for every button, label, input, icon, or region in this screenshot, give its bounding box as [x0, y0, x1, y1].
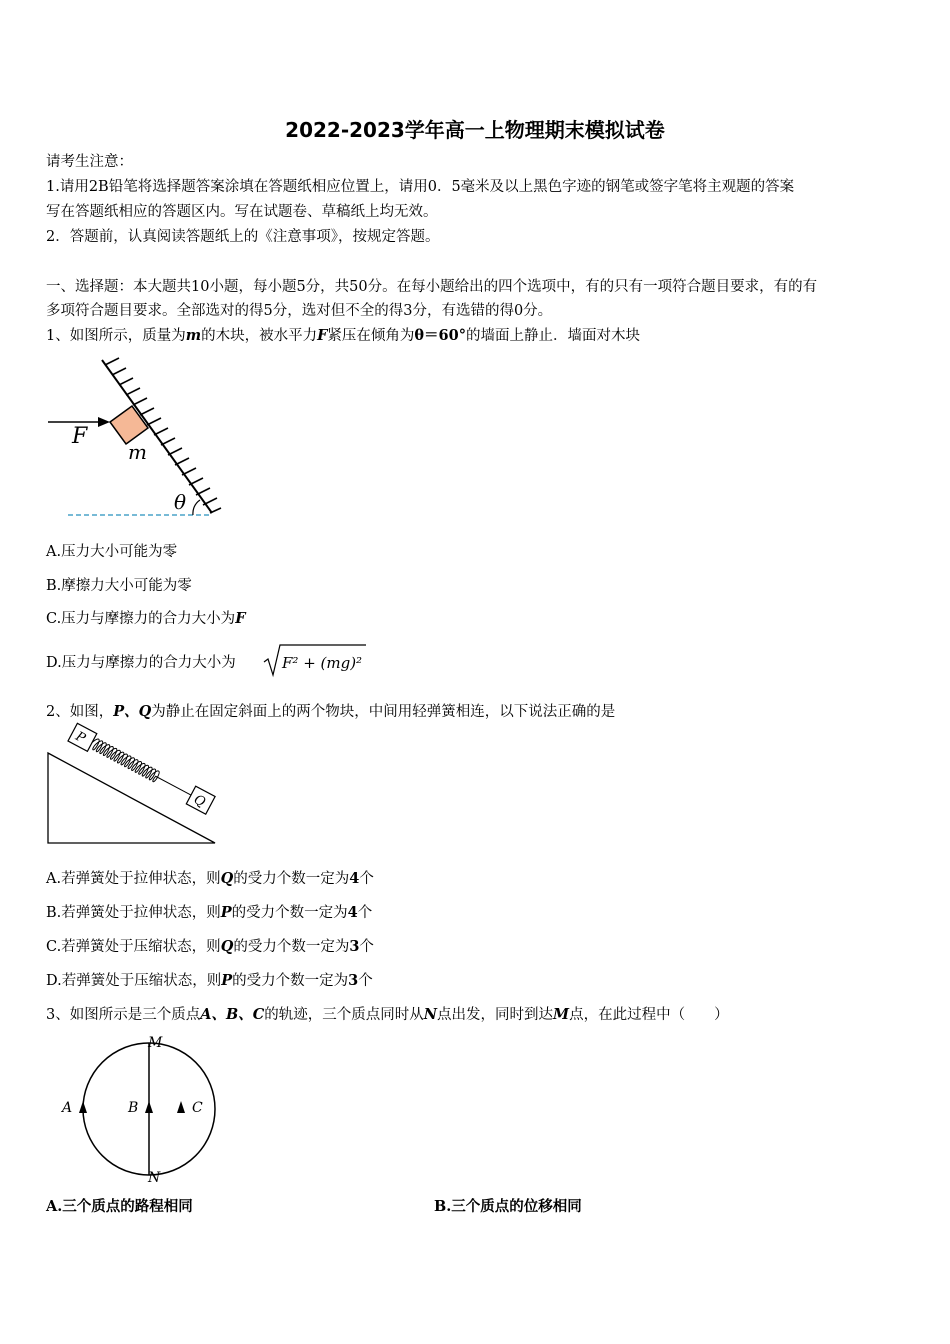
notice-heading: 请考生注意：	[46, 154, 133, 170]
q1-stem: 1、如图所示，质量为m的木块，被水平力F紧压在倾角为θ＝60°的墙面上静止．墙面对木块	[46, 327, 640, 344]
q1-option-b[interactable]: B.摩擦力大小可能为零	[46, 578, 192, 594]
section-header-line1: 一、选择题：本大题共10小题，每小题5分，共50分。在每小题给出的四个选项中，有的只有一项符合题目要求，有的有	[46, 279, 818, 295]
q1-option-d[interactable]: D.压力与摩擦力的合力大小为	[46, 655, 236, 671]
q2-stem: 2、如图，P、Q为静止在固定斜面上的两个物块，中间用轻弹簧相连，以下说法正确的是	[46, 703, 616, 720]
q3-stem: 3、如图所示是三个质点A、B、C的轨迹，三个质点同时从N点出发，同时到达M点，在此过程中（ ）	[46, 1006, 729, 1023]
section-header-line2: 多项符合题目要求。全部选对的得5分，选对但不全的得3分，有选错的得0分。	[46, 303, 553, 319]
q3-figure-circle-paths	[44, 1035, 224, 1185]
q2-option-b[interactable]: B.若弹簧处于拉伸状态，则P的受力个数一定为4个	[46, 904, 373, 921]
q2-option-a[interactable]: A.若弹簧处于拉伸状态，则Q的受力个数一定为4个	[46, 870, 374, 887]
q1-option-c[interactable]: C.压力与摩擦力的合力大小为F	[46, 610, 246, 627]
mass-label: m	[128, 440, 147, 464]
label-c: C	[192, 1100, 203, 1116]
q2-figure-incline-spring	[44, 729, 234, 850]
label-b: B	[128, 1100, 139, 1116]
svg-text:P: P	[72, 729, 88, 747]
q2-option-d[interactable]: D.若弹簧处于压缩状态，则P的受力个数一定为3个	[46, 972, 373, 989]
force-arrow-head	[98, 417, 110, 427]
spring	[89, 737, 194, 800]
notice-item-2: 2．答题前，认真阅读答题纸上的《注意事项》，按规定答题。	[46, 229, 440, 245]
q1-option-d-formula	[262, 642, 372, 678]
label-n: N	[148, 1170, 161, 1186]
svg-text:F² + (mg)²: F² + (mg)²	[282, 654, 363, 672]
svg-text:Q: Q	[191, 792, 208, 811]
q2-option-c[interactable]: C.若弹簧处于压缩状态，则Q的受力个数一定为3个	[46, 938, 374, 955]
arrow-c	[177, 1101, 185, 1113]
q3-option-a[interactable]: A.三个质点的路程相同	[46, 1198, 193, 1215]
q1-block	[110, 406, 148, 444]
page-title: 2022-2023学年高一上物理期末模拟试卷	[285, 118, 665, 142]
label-a: A	[62, 1100, 73, 1116]
q1-figure-incline-wall	[40, 355, 240, 525]
arrow-a	[79, 1101, 87, 1113]
q1-option-a[interactable]: A.压力大小可能为零	[46, 544, 178, 560]
notice-item-1a: 1.请用2B铅笔将选择题答案涂填在答题纸相应位置上，请用0．5毫米及以上黑色字迹的钢笔或签字笔将主观题的答案	[46, 179, 795, 195]
force-label: F	[72, 424, 88, 449]
label-m: M	[148, 1035, 163, 1051]
angle-label: θ	[174, 490, 187, 514]
arrow-b	[145, 1101, 153, 1113]
notice-item-1b: 写在答题纸相应的答题区内。写在试题卷、草稿纸上均无效。	[46, 204, 438, 220]
q3-option-b[interactable]: B.三个质点的位移相同	[434, 1198, 582, 1215]
